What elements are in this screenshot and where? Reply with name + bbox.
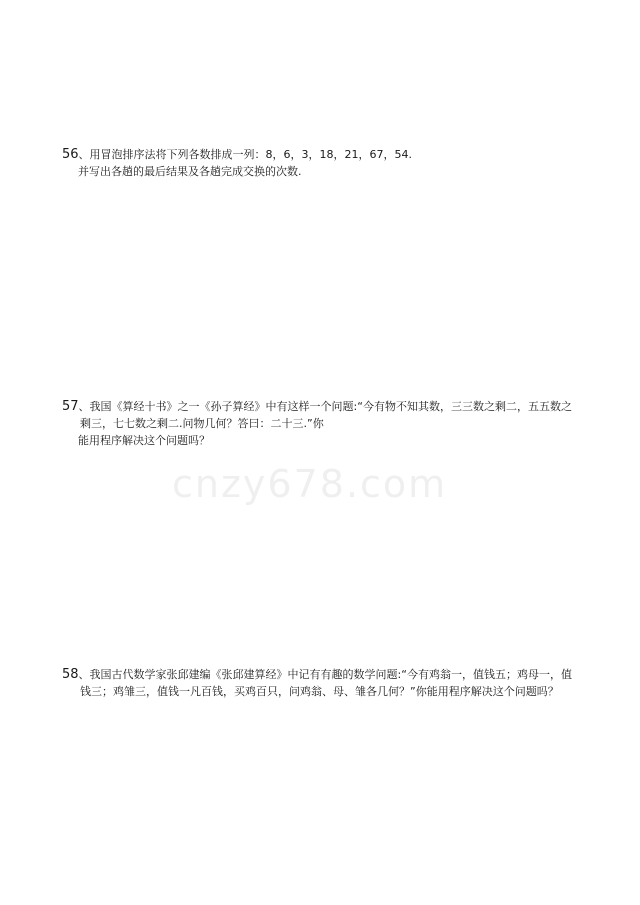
question-text: 、我国古代数学家张邱建编《张邱建算经》中记有有趣的数学问题:“今有鸡翁一，值钱五；鸡母一，值 [78,668,572,681]
question-line: 剩三，七七数之剩二.问物几何？答曰：二十三.”你 [80,417,324,430]
question-text: 、我国《算经十书》之一《孙子算经》中有这样一个问题:“今有物不知其数，三三数之剩二，五五数之 [78,400,572,413]
question-line: 能用程序解决这个问题吗？ [78,434,210,447]
question-number: 56 [62,147,79,162]
question-58 [62,666,592,700]
question-line [62,146,592,163]
watermark: cnzy678.com [172,462,448,506]
question-line: 钱三；鸡雏三，值钱一凡百钱，买鸡百只，问鸡翁、母、雏各几何？”你能用程序解决这个问题吗？ [80,685,559,698]
question-line: 并写出各趟的最后结果及各趟完成交换的次数. [78,165,302,178]
question-line [62,666,592,683]
question-57 [62,398,592,449]
question-line [62,398,592,415]
question-text: 、用冒泡排序法将下列各数排成一列：8，6，3，18，21，67，54. [78,148,413,161]
question-number: 58 [62,667,79,682]
question-56 [62,146,592,180]
question-number: 57 [62,399,79,414]
